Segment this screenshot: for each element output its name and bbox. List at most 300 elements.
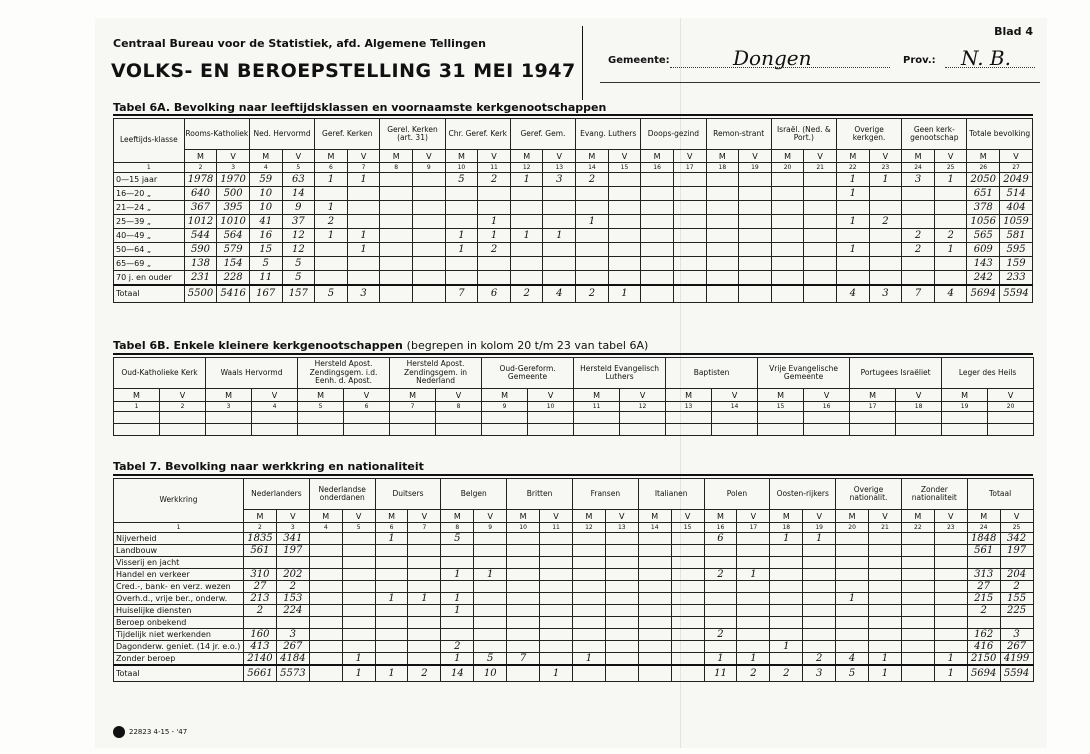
table-cell (836, 533, 869, 545)
table-cell (309, 557, 342, 569)
table-cell: 2 (576, 173, 609, 187)
total-cell: 1 (342, 665, 375, 681)
table-cell (344, 424, 390, 436)
table-cell (737, 533, 770, 545)
table-cell (934, 605, 967, 617)
total-cell (380, 285, 413, 303)
table-cell (436, 412, 482, 424)
table-row (114, 187, 1033, 201)
table-cell (803, 581, 836, 593)
table-cell (901, 653, 934, 666)
column-number: 6 (315, 163, 348, 173)
table-cell (758, 412, 804, 424)
table-cell (737, 617, 770, 629)
table-cell (770, 557, 803, 569)
table-cell (474, 545, 507, 557)
column-number: 4 (309, 523, 342, 533)
column-number: 5 (342, 523, 375, 533)
table-cell (901, 641, 934, 653)
female-header: V (896, 389, 942, 402)
group-header: Nederlanders (244, 479, 310, 510)
table-row (114, 617, 1034, 629)
table-cell: 342 (1000, 533, 1033, 545)
table-cell (474, 533, 507, 545)
table-cell (641, 243, 674, 257)
column-number: 7 (390, 402, 436, 412)
table-cell (704, 641, 737, 653)
table-cell (934, 533, 967, 545)
table-cell (758, 424, 804, 436)
column-number: 7 (347, 163, 380, 173)
table-cell (666, 412, 712, 424)
total-cell: 2 (510, 285, 543, 303)
table-cell (988, 424, 1034, 436)
table-cell (712, 412, 758, 424)
total-cell: 7 (445, 285, 478, 303)
table-cell (572, 533, 605, 545)
table-cell (706, 257, 739, 271)
table-cell (347, 271, 380, 285)
table-cell (474, 581, 507, 593)
table-cell: 15 (249, 243, 282, 257)
table-cell (244, 617, 277, 629)
column-number: 10 (528, 402, 574, 412)
table-cell (605, 629, 638, 641)
table-cell (540, 605, 573, 617)
table-cell (803, 557, 836, 569)
table-cell: 4184 (276, 653, 309, 666)
male-header: M (574, 389, 620, 402)
table-cell: 544 (184, 229, 217, 243)
table-cell (704, 617, 737, 629)
table-cell: 2150 (967, 653, 1000, 666)
female-header: V (804, 150, 837, 163)
total-cell: 5 (315, 285, 348, 303)
table-cell (608, 215, 641, 229)
table-cell (482, 424, 528, 436)
table-cell (309, 629, 342, 641)
table-cell (344, 412, 390, 424)
column-number: 4 (252, 402, 298, 412)
table-cell: 154 (217, 257, 250, 271)
column-number: 18 (896, 402, 942, 412)
female-header: V (1000, 510, 1033, 523)
table-cell: 1 (934, 653, 967, 666)
group-header: Ned. Hervormd (249, 119, 314, 150)
table-cell: 1 (770, 533, 803, 545)
column-number: 2 (244, 523, 277, 533)
table-cell (413, 243, 446, 257)
table-cell: 1 (576, 215, 609, 229)
table-cell (572, 545, 605, 557)
table-cell: 2 (478, 243, 511, 257)
table-cell (507, 545, 540, 557)
table-cell (771, 173, 804, 187)
table-cell (441, 629, 474, 641)
table-cell: 404 (1000, 201, 1033, 215)
table-cell (528, 424, 574, 436)
group-header: Portugees Israëliet (850, 358, 942, 389)
table-cell (572, 641, 605, 653)
table-cell (543, 271, 576, 285)
table-cell (803, 641, 836, 653)
group-header: Oosten-rijkers (770, 479, 836, 510)
table-cell: 1 (408, 593, 441, 605)
table-cell: 143 (967, 257, 1000, 271)
column-number: 13 (605, 523, 638, 533)
column-number: 25 (1000, 523, 1033, 533)
table-cell (1000, 617, 1033, 629)
table-cell (869, 629, 902, 641)
table-cell: 1 (315, 201, 348, 215)
table-cell (638, 545, 671, 557)
table-cell (408, 569, 441, 581)
table-cell: 5 (441, 533, 474, 545)
row-label: 16—20 „ (114, 187, 185, 201)
female-header: V (528, 389, 574, 402)
table-cell: 1 (478, 229, 511, 243)
table-cell (445, 187, 478, 201)
table-cell (572, 581, 605, 593)
table-cell: 1835 (244, 533, 277, 545)
male-header: M (441, 510, 474, 523)
table-cell: 202 (276, 569, 309, 581)
table-cell: 341 (276, 533, 309, 545)
female-header: V (276, 510, 309, 523)
table-cell (771, 243, 804, 257)
column-number: 20 (771, 163, 804, 173)
total-cell: 10 (474, 665, 507, 681)
table-cell (803, 545, 836, 557)
male-header: M (482, 389, 528, 402)
table-cell (572, 605, 605, 617)
row-label: Huiselijke diensten (114, 605, 244, 617)
total-cell: 2 (408, 665, 441, 681)
table-cell: 27 (967, 581, 1000, 593)
table-cell: 1 (543, 229, 576, 243)
table-cell (638, 641, 671, 653)
table-cell (445, 257, 478, 271)
mv-header-row (114, 510, 1034, 523)
row-label: 21—24 „ (114, 201, 185, 215)
group-header: Waals Hervormd (206, 358, 298, 389)
female-header: V (543, 150, 576, 163)
table-cell (445, 201, 478, 215)
table-cell (390, 412, 436, 424)
table-cell (375, 569, 408, 581)
total-cell: 5573 (276, 665, 309, 681)
table-cell: 1 (803, 533, 836, 545)
table-cell (309, 533, 342, 545)
group-header: Polen (704, 479, 770, 510)
total-cell (706, 285, 739, 303)
table-cell (641, 201, 674, 215)
group-header: Zonder nationaliteit (901, 479, 967, 510)
group-header: Hersteld Evangelisch Luthers (574, 358, 666, 389)
male-header: M (967, 510, 1000, 523)
table-cell (408, 641, 441, 653)
table-cell: 2 (441, 641, 474, 653)
female-header: V (605, 510, 638, 523)
table-cell: 2 (902, 243, 935, 257)
total-cell: 3 (869, 285, 902, 303)
male-header: M (901, 510, 934, 523)
table-cell: 1 (375, 593, 408, 605)
table-cell (896, 412, 942, 424)
table-cell (967, 617, 1000, 629)
table-cell: 12 (282, 229, 315, 243)
table-cell (934, 569, 967, 581)
table-cell (869, 545, 902, 557)
table-cell: 2 (704, 569, 737, 581)
table-cell: 3 (1000, 629, 1033, 641)
row-label: Tijdelijk niet werkenden (114, 629, 244, 641)
total-cell: 6 (478, 285, 511, 303)
male-header: M (704, 510, 737, 523)
column-number: 22 (836, 163, 869, 173)
table-cell (572, 569, 605, 581)
table-cell (901, 569, 934, 581)
table-cell: 1 (836, 593, 869, 605)
table-cell: 640 (184, 187, 217, 201)
table-cell (869, 593, 902, 605)
total-cell: 5 (836, 665, 869, 681)
tabel-6b-subtitle: (begrepen in kolom 20 t/m 23 van tabel 6A) (406, 339, 649, 352)
table-cell (739, 187, 772, 201)
table-cell: 2 (1000, 581, 1033, 593)
male-header: M (390, 389, 436, 402)
table-cell: 16 (249, 229, 282, 243)
table-cell (543, 215, 576, 229)
table-cell: 1 (445, 243, 478, 257)
group-header-row (114, 358, 1034, 389)
table-cell: 2 (704, 629, 737, 641)
table-cell (704, 581, 737, 593)
total-cell: 5416 (217, 285, 250, 303)
table-cell (478, 187, 511, 201)
column-number: 3 (276, 523, 309, 533)
table-cell (901, 557, 934, 569)
table-cell (804, 257, 837, 271)
total-cell: 2 (576, 285, 609, 303)
table-cell (836, 581, 869, 593)
group-header: Totale bevolking (967, 119, 1033, 150)
table-row (114, 173, 1033, 187)
table-cell (673, 215, 706, 229)
table-cell: 1 (441, 653, 474, 666)
table-cell (737, 581, 770, 593)
female-header: V (673, 150, 706, 163)
table-cell: 4 (836, 653, 869, 666)
table-cell: 367 (184, 201, 217, 215)
table-cell: 609 (967, 243, 1000, 257)
table-cell (576, 229, 609, 243)
column-number: 20 (836, 523, 869, 533)
table-cell (413, 229, 446, 243)
form-footer (113, 726, 187, 738)
table-cell: 10 (249, 201, 282, 215)
male-header: M (510, 150, 543, 163)
table-cell (342, 581, 375, 593)
table-cell (737, 545, 770, 557)
table-cell: 197 (276, 545, 309, 557)
table-cell (608, 229, 641, 243)
form-title: VOLKS- EN BEROEPSTELLING 31 MEI 1947 (111, 60, 576, 82)
table-cell (572, 593, 605, 605)
table-cell (408, 605, 441, 617)
table-cell (671, 605, 704, 617)
column-number: 17 (737, 523, 770, 533)
table-cell (638, 629, 671, 641)
table-cell (739, 173, 772, 187)
table-cell (666, 424, 712, 436)
column-number: 5 (298, 402, 344, 412)
table-cell: 3 (902, 173, 935, 187)
table-cell: 1 (869, 173, 902, 187)
table-cell: 1 (342, 653, 375, 666)
table-cell: 225 (1000, 605, 1033, 617)
group-header: Belgen (441, 479, 507, 510)
table-cell (706, 187, 739, 201)
male-header: M (315, 150, 348, 163)
male-header: M (375, 510, 408, 523)
male-header: M (666, 389, 712, 402)
table-cell (869, 617, 902, 629)
table-cell (704, 545, 737, 557)
table-cell: 11 (249, 271, 282, 285)
total-cell: 1 (540, 665, 573, 681)
table-cell: 595 (1000, 243, 1033, 257)
tabel-6a (113, 118, 1033, 303)
table-cell (507, 569, 540, 581)
table-cell: 1 (934, 173, 967, 187)
table-cell (605, 653, 638, 666)
table-cell (342, 557, 375, 569)
table-cell: 1 (836, 173, 869, 187)
table-cell (804, 412, 850, 424)
table-cell (342, 641, 375, 653)
table-cell (804, 243, 837, 257)
table-cell (576, 257, 609, 271)
column-number: 6 (344, 402, 390, 412)
male-header: M (836, 150, 869, 163)
table-cell: 267 (276, 641, 309, 653)
group-header-row (114, 119, 1033, 150)
table-cell (507, 581, 540, 593)
female-header: V (474, 510, 507, 523)
table-cell (375, 605, 408, 617)
table-cell (770, 605, 803, 617)
table-cell (540, 533, 573, 545)
female-header: V (804, 389, 850, 402)
table-cell: 2049 (1000, 173, 1033, 187)
table-cell (804, 201, 837, 215)
table-cell (704, 557, 737, 569)
table-row (114, 629, 1034, 641)
table-cell (576, 271, 609, 285)
male-header: M (850, 389, 896, 402)
column-number: 18 (770, 523, 803, 533)
cbs-logo-icon (113, 726, 125, 738)
female-header: V (671, 510, 704, 523)
table-cell (901, 617, 934, 629)
table-cell (706, 215, 739, 229)
tabel-6b-title-text: Tabel 6B. Enkele kleinere kerkgenootschappen (113, 339, 403, 352)
table-cell (988, 412, 1034, 424)
table-cell (934, 629, 967, 641)
table-cell (901, 605, 934, 617)
table-cell: 2 (478, 173, 511, 187)
table-cell (704, 593, 737, 605)
table-cell (706, 243, 739, 257)
table-cell (869, 569, 902, 581)
table-cell (739, 257, 772, 271)
row-label: 40—49 „ (114, 229, 185, 243)
table-cell: 1 (441, 569, 474, 581)
table-cell (673, 257, 706, 271)
table-cell: 590 (184, 243, 217, 257)
table-cell (712, 424, 758, 436)
table-cell (739, 271, 772, 285)
table-cell (114, 412, 160, 424)
table-cell (673, 173, 706, 187)
table-cell (474, 629, 507, 641)
table-cell (706, 229, 739, 243)
column-number: 24 (902, 163, 935, 173)
total-cell (771, 285, 804, 303)
table-cell (380, 187, 413, 201)
table-cell: 1 (375, 533, 408, 545)
total-cell: 14 (441, 665, 474, 681)
group-header: Oud-Katholieke Kerk (114, 358, 206, 389)
table-cell (934, 201, 967, 215)
table-cell (441, 545, 474, 557)
total-cell: 7 (902, 285, 935, 303)
table-cell (206, 424, 252, 436)
total-cell (572, 665, 605, 681)
table-cell (896, 424, 942, 436)
table-cell (445, 215, 478, 229)
group-header: Evang. Luthers (576, 119, 641, 150)
column-number: 9 (482, 402, 528, 412)
table-cell: 1 (441, 605, 474, 617)
table-cell (836, 605, 869, 617)
table-cell (739, 229, 772, 243)
male-header: M (638, 510, 671, 523)
table-cell (869, 257, 902, 271)
total-cell (804, 285, 837, 303)
table-cell: 1012 (184, 215, 217, 229)
male-header: M (309, 510, 342, 523)
table-cell: 5 (249, 257, 282, 271)
table-cell: 2140 (244, 653, 277, 666)
table-cell (737, 593, 770, 605)
table-cell (576, 201, 609, 215)
column-number: 19 (942, 402, 988, 412)
column-number: 25 (934, 163, 967, 173)
male-header: M (206, 389, 252, 402)
column-number: 22 (901, 523, 934, 533)
table-cell (342, 593, 375, 605)
table-cell (804, 215, 837, 229)
group-header: Overige kerkgen. (836, 119, 901, 150)
table-cell: 231 (184, 271, 217, 285)
table-cell (804, 424, 850, 436)
table-cell (671, 581, 704, 593)
female-header: V (344, 389, 390, 402)
table-cell (408, 545, 441, 557)
table-cell (771, 257, 804, 271)
